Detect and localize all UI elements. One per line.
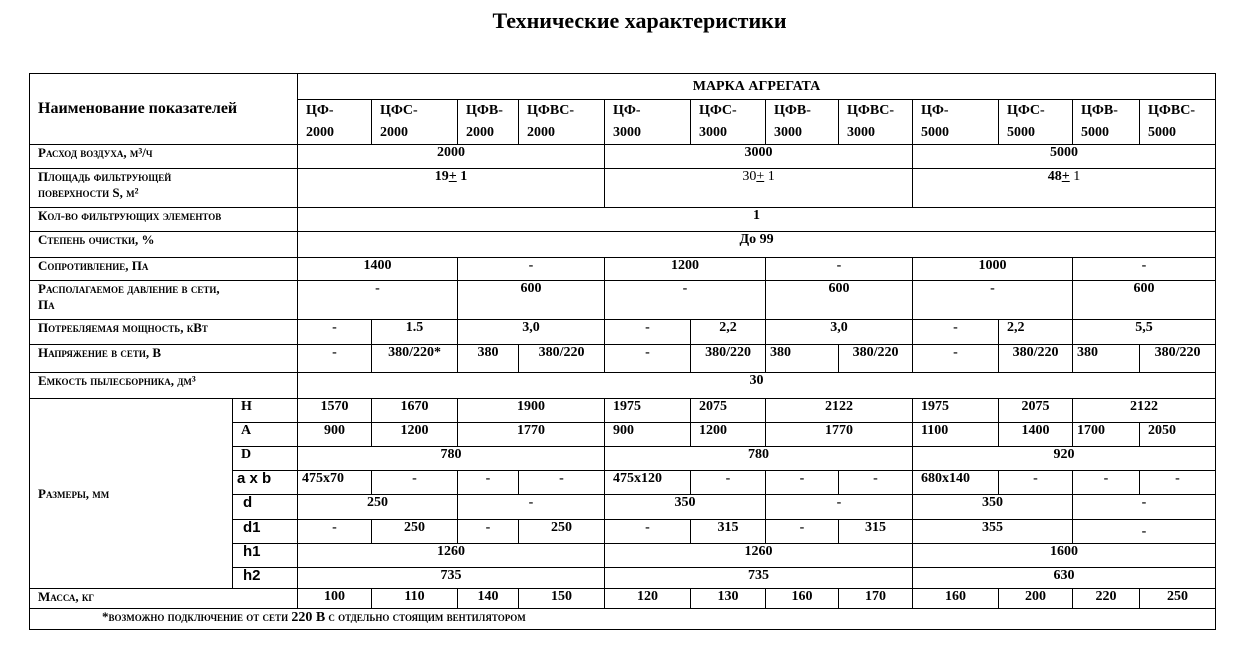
row-dim-A: A 900 1200 1770 900 1200 1770 1100 1400 1700 2050	[30, 423, 1216, 447]
row-power: Потребляемая мощность, кВт - 1.5 3,0 - 2,2 3,0 - 2,2 5,5	[30, 320, 1216, 345]
model-header: ЦФ- 2000	[298, 100, 372, 145]
row-label: Масса, кг	[30, 589, 298, 609]
row-mass: Масса, кг 100 110 140 150 120 130 160 170 160 200 220 250	[30, 589, 1216, 609]
model-header: ЦФВ- 5000	[1073, 100, 1140, 145]
row-label: Располагаемое давление в сети, Па	[30, 281, 298, 320]
model-header: ЦФВС- 3000	[839, 100, 913, 145]
row-dim-d: d 250 - 350 - 350 -	[30, 495, 1216, 520]
model-header: ЦФВС- 5000	[1140, 100, 1216, 145]
row-dim-h1: h1 1260 1260 1600	[30, 544, 1216, 568]
row-footnote	[30, 609, 1216, 630]
row-dust-bin: Емкость пылесборника, дм³ 30	[30, 373, 1216, 399]
model-header: ЦФВ- 3000	[766, 100, 839, 145]
row-label: Расход воздуха, м³/ч	[30, 145, 298, 169]
dimensions-label: Размеры, мм	[30, 399, 233, 589]
row-dim-h2: h2 735 735 630	[30, 568, 1216, 589]
row-resistance: Сопротивление, Па 1400 - 1200 - 1000 -	[30, 258, 1216, 281]
row-label: Степень очистки, %	[30, 232, 298, 258]
footnote: *возможно подключение от сети 220 В с отдельно стоящим вентилятором	[30, 609, 1216, 630]
row-dim-H: Размеры, мм H 1570 1670 1900 1975 2075 2122 1975 2075 2122	[30, 399, 1216, 423]
page-title: Технические характеристики	[492, 8, 787, 33]
row-dim-d1: d1 - 250 - 250 - 315 - 315 355 -	[30, 520, 1216, 544]
row-cleaning: Степень очистки, % До 99	[30, 232, 1216, 258]
row-label: Емкость пылесборника, дм³	[30, 373, 298, 399]
row-label: Напряжение в сети, В	[30, 345, 298, 373]
row-label: Потребляемая мощность, кВт	[30, 320, 298, 345]
model-header: ЦФС- 3000	[691, 100, 766, 145]
model-header: ЦФВС- 2000	[519, 100, 605, 145]
row-pressure: Располагаемое давление в сети, Па - 600 - 600 - 600	[30, 281, 1216, 320]
row-voltage: Напряжение в сети, В - 380/220* 380 380/220 - 380/220 380 380/220 - 380/220 380 380/220	[30, 345, 1216, 373]
model-header: ЦФВ- 2000	[458, 100, 519, 145]
spec-table	[29, 73, 1216, 630]
model-header: ЦФС- 5000	[999, 100, 1073, 145]
model-header: ЦФ- 5000	[913, 100, 999, 145]
header-name-col: Наименование показателей	[30, 74, 298, 145]
header-brand: МАРКА АГРЕГАТА	[298, 74, 1216, 100]
row-air-flow: Расход воздуха, м³/ч 2000 3000 5000	[30, 145, 1216, 169]
row-label: Площадь фильтрующей поверхности S, м²	[30, 169, 298, 208]
row-filter-area: Площадь фильтрующей поверхности S, м² 19+ 1 30+ 1 48+ 1	[30, 169, 1216, 208]
row-label: Кол-во фильтрующих элементов	[30, 208, 298, 232]
row-filter-count: Кол-во фильтрующих элементов 1	[30, 208, 1216, 232]
row-dim-axb: a x b 475x70 - - - 475x120 - - - 680x140 - - -	[30, 471, 1216, 495]
row-label: Сопротивление, Па	[30, 258, 298, 281]
model-header: ЦФ- 3000	[605, 100, 691, 145]
model-header: ЦФС- 2000	[372, 100, 458, 145]
row-dim-D: D 780 780 920	[30, 447, 1216, 471]
